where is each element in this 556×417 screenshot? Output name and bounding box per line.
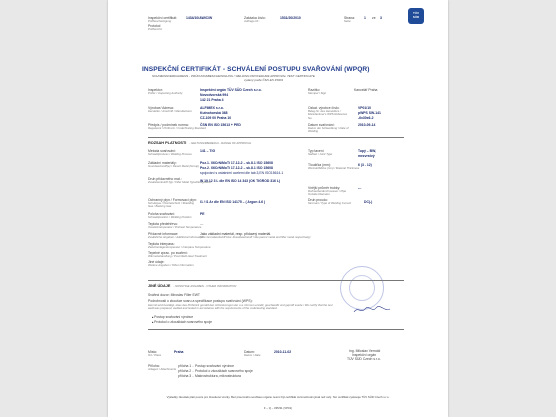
range-heading xyxy=(148,141,251,146)
other-label: Jiné údaje: xyxy=(148,260,165,264)
logo-text-1: TÜV xyxy=(413,11,419,15)
document-subtitle: SCHWEISSVERFAHRENS - PRÜFUNGSBESCHEINIGUNG / WELDING PROCEDURE APPROVAL TEST CERTIFICATE xyxy=(152,74,315,78)
parent-metal-val-2: Poz.2. X6CrNiMoTi 17-12-2 – sk.8.1 ISO 15608 xyxy=(200,166,273,170)
thickness-value: 6 (3 - 12) xyxy=(358,163,372,167)
wps-val-3: -6x30x6-2 xyxy=(358,116,374,120)
inspector-val-2: Novodvorská 994 xyxy=(200,93,229,97)
date-sub: Datum der Schweißung / Date of Welding xyxy=(308,126,349,134)
additional-sub: Zusätzliche Angaben / Additional Information xyxy=(148,235,204,239)
date-label: Datum svařování: xyxy=(308,123,335,127)
additional-val-2: (Wie Grundwerkstoff bzw. Zusatzwerkstoff / like parent metal and filler metal respectively) xyxy=(200,235,311,239)
place-sub: Ort / Place xyxy=(148,353,162,357)
code-sub: Regelwerk / Prüfnorm / Code/Testing Standard xyxy=(148,126,206,130)
manufacturer-val-1: ALFIMEX s.r.o. xyxy=(200,106,224,110)
office-label: Razítko xyxy=(308,88,320,92)
order-label: Zakázka číslo: xyxy=(244,16,266,20)
office-value: Kancelář Praha xyxy=(354,88,378,92)
document-title: INSPEKČNÍ CERTIFIKÁT - SCHVÁLENÍ POSTUPU SVAŘOVÁNÍ (WPQR) xyxy=(142,66,370,73)
additional-val-1: Jako základní materiál, resp. přídavný materiál. xyxy=(200,232,272,236)
attachment-item: příloha 1 .. Postup svařování výrobce xyxy=(178,364,234,368)
position-sub: Schweißposition / Welding Position xyxy=(148,215,192,219)
od-sub: Rohraußendurchmesser / Pipe Outside Diameter xyxy=(308,189,347,197)
inspector-val-1: Inspekční orgán TÜV SÜD Czech s.r.o. xyxy=(200,88,262,92)
office-sub: Stempel / Sign xyxy=(308,91,327,95)
pwht-label: Tepelné zprac. po svaření: xyxy=(148,251,188,255)
inspector-val-3: 142 21 Praha 4 xyxy=(200,98,224,102)
preheat-sub: Vorwärmtemperatur / Preheat Temperature xyxy=(148,225,202,229)
order-label-de: Auftrags-Nr.: xyxy=(244,19,260,23)
code-value: ČSN EN ISO 15613 + PED xyxy=(200,123,241,127)
place-value: Praha xyxy=(174,350,184,354)
bullet-1: ■ Postup svařování výrobce xyxy=(152,315,193,319)
signer-org: TÜV SÜD Czech s.r.o. xyxy=(347,357,381,361)
inspector-sub: Prüfer / Inspecting Authority xyxy=(148,91,183,95)
attachment-item: příloha 3 .. Makrostruktura, mikrostruktura xyxy=(178,374,241,378)
position-label: Poloha svařování: xyxy=(148,212,176,216)
page-no: 1 xyxy=(364,16,366,20)
page-label-de: Seite: xyxy=(344,19,352,23)
signoff-date-value: 2010-11-02 xyxy=(274,350,292,354)
certificate-page xyxy=(108,0,448,417)
current-sub: Stromart / Type of Welding Current xyxy=(308,201,352,205)
od-label: Vnější průměr trubky: xyxy=(308,186,341,190)
wps-val-2: pWPS SW-141 xyxy=(358,111,381,115)
parent-metal-val-1: Poz.1. X6CrNiMoTi 17-12-2 – sk.8.1 ISO 15608 xyxy=(200,161,273,165)
joint-val-2: mezvrstvý xyxy=(358,154,375,158)
date-value: 2010-09-14 xyxy=(358,123,376,127)
additional-label: Přídavné informace: xyxy=(148,232,179,236)
manufacturer-sub: Hersteller / Anschrift / Manufacturer xyxy=(148,109,192,113)
thickness-label: Tloušťka (mm): xyxy=(308,163,331,167)
inspector-label: Inspektor: xyxy=(148,88,163,92)
divider-3 xyxy=(148,329,404,330)
filler-sub: Zusatzwerkstoff-Typ / Filler Metal Type/Designation xyxy=(148,180,212,184)
wps-label: Ozkat. výrobce číslo: xyxy=(308,106,340,110)
cert-no-label: Inspekční certifikát: xyxy=(148,16,178,20)
filler-label: Druh přídavného mat.: xyxy=(148,177,182,181)
current-label: Druh proudu: xyxy=(308,198,328,202)
parent-metal-val-3: spojování s ostatními ocelemi dle tab.3,EN ISO15614-1 xyxy=(200,171,284,175)
divider-1 xyxy=(148,137,404,138)
gas-label: Ochranný plyn / Formovací plyn: xyxy=(148,198,197,202)
signature xyxy=(352,305,392,315)
footer-code: F – Q – 335/31 (VP01) xyxy=(263,406,293,410)
stamp-inner-ring xyxy=(349,275,375,301)
process-value: 141 – TIG xyxy=(200,149,216,153)
joint-val-1: Tupý – BW, xyxy=(358,149,377,153)
position-value: PE xyxy=(200,212,205,216)
signer-name: Ing. Miloslav Vernold xyxy=(349,349,381,353)
page-of: ze xyxy=(372,16,376,20)
attachment-item: příloha 2 .. Protokol o zkouškách svarového spoje xyxy=(178,369,253,373)
footer-disclaimer: Výsledky zkoušek platí pouze pro zkoušené vzorky. Bez písemného souhlasu orgánu nesmí být certifikát rozmnožován jinak než celý. Ten certifikát vystavuje TÜV SÜD Czech s.r.o. xyxy=(166,395,390,399)
signoff-date-label: Datum: xyxy=(244,350,255,354)
page-total: 3 xyxy=(380,16,382,20)
joint-sub: Nahtart / Joint Type xyxy=(308,152,333,156)
other-heading xyxy=(148,284,236,289)
statement-2: Hiermit wird bestätigt, dass das Prüfstück gemäß den Anforderungen der o.a. Normen erstellt, geschweißt und geprüft wurde / We certify that the test weld was prepared, welded and tested in accordance with the requirements of the code/testing standard. xyxy=(148,303,333,311)
preheat-label: Teplota předehřevu: xyxy=(148,222,178,226)
logo-text-2: SÜD xyxy=(412,14,420,19)
cert-no-label-de: Prüfbescheinigung xyxy=(148,19,172,23)
range-heading-text: ROZSAH PLATNOSTI xyxy=(148,141,187,145)
preheat-value: --- xyxy=(200,222,204,226)
other-heading-sub: - SONSTIGE ANGABEN - OTHER INFORMATION xyxy=(173,284,237,288)
interpass-label: Teplota interpass: xyxy=(148,242,175,246)
joint-label: Typ tavení xyxy=(308,149,324,153)
cert-no-value: 1434/10/AWIC/W xyxy=(186,16,213,20)
gas-value: I1 / I1 Ar dle EN ISO 14175 – ( Argon 4.6 ) xyxy=(200,200,266,204)
signer-role: Inspekční orgán xyxy=(352,353,377,357)
welder-line: Svářeci dozor: Miroslav Filler EWT xyxy=(148,293,200,297)
manufacturer-val-3: CZ-109 00 Praha 10 xyxy=(200,116,232,120)
filler-value: W 19 12 3 L dle EN ISO 14 343 (OK TIGROD 316 L) xyxy=(200,179,281,183)
page-label: Strana: xyxy=(344,16,355,20)
wps-val-1: VP01/10 xyxy=(358,106,372,110)
other-heading-text: JINÉ ÚDAJE xyxy=(148,284,171,288)
attachments-sub: Anlagen / Attachments xyxy=(148,367,177,371)
bullet-2: ■ Protokol o zkouškách svarového spoje xyxy=(152,320,212,324)
wps-sub: Beleg-Nr. des Herstellers / Manufacturer's WPS Reference No. xyxy=(308,109,348,120)
thickness-sub: Werkstoffdicke (mm) / Material Thickness xyxy=(308,166,360,170)
tuv-sud-logo xyxy=(408,8,424,24)
process-label: Metoda svařování: xyxy=(148,149,176,153)
parent-metal-sub: Grundwerkstoff(e) / Parent Metal (Group) xyxy=(148,164,199,168)
divider-2 xyxy=(148,280,404,281)
attachments-label: Příloha: xyxy=(148,364,160,368)
test-report-label: Protokol xyxy=(148,24,161,28)
manufacturer-val-2: Kutnohorská 368 xyxy=(200,111,228,115)
statement-1: Podrobnosti o zkoušce svaru a specifikace postupu svařování (WPS): xyxy=(148,299,253,303)
place-label: Místo: xyxy=(148,350,158,354)
signoff-date-sub: Datum / Date xyxy=(244,353,261,357)
document-subtitle-2: vydaný podle ČSN EN 45004 xyxy=(244,78,284,82)
parent-metal-label: Základní materiály: xyxy=(148,161,177,165)
manufacturer-label: Výrobce/ Adresa: xyxy=(148,106,174,110)
process-sub: Schweißprozess / Welding Process xyxy=(148,152,192,156)
order-value: 1531/20/2010 xyxy=(280,16,301,20)
range-heading-sub: - GELTUNGSBEREICH - RANGE OF APPROVAL xyxy=(189,141,252,145)
pwht-sub: Wärmebehandlung / Post-Weld Heat Treatment xyxy=(148,254,207,258)
test-report-label-de: Prüfbericht: xyxy=(148,27,163,31)
gas-sub: Schutzgas / Wurzelschutz / Shielding Gas / Backing Gas xyxy=(148,201,195,209)
interpass-sub: Zwischenlagentemperatur / Interpass Temperature xyxy=(148,245,211,249)
official-stamp xyxy=(340,266,384,310)
other-sub: Weitere Angaben / Other Information xyxy=(148,263,194,267)
current-value: DC(-) xyxy=(364,200,373,204)
code-label: Předpis / podmínek norma: xyxy=(148,123,189,127)
od-value: --- xyxy=(358,186,362,190)
